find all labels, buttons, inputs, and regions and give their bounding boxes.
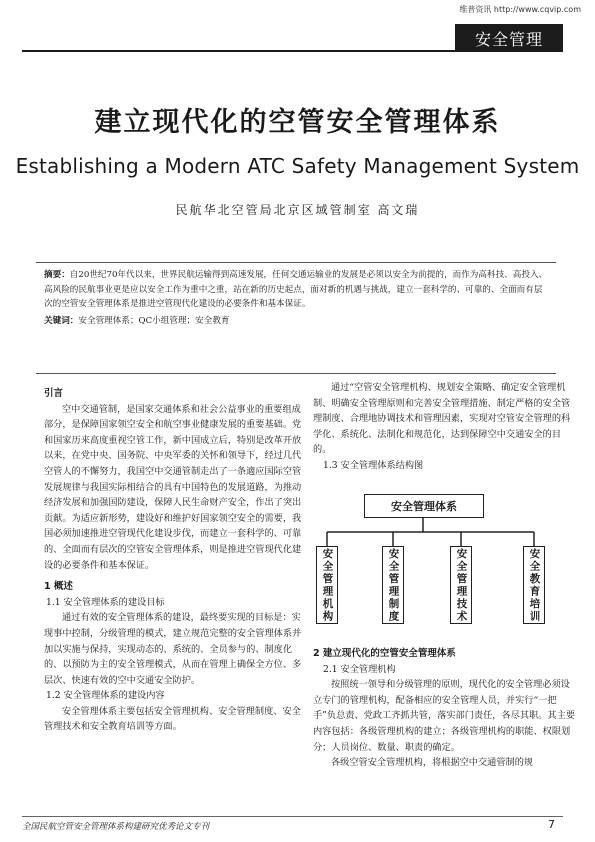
footer-rule bbox=[22, 816, 563, 817]
right-column-bottom bbox=[313, 646, 575, 771]
article-title-cn: 建立现代化的空管安全管理体系 bbox=[94, 107, 501, 138]
section-1-2-heading: 1.2 安全管理体系的建设内容 bbox=[46, 690, 165, 702]
right-intro-paragraph: 通过“空管安全管理机构、规划安全策略、确定安全管理机制、明确安全管理原则和完善安全管理措施、制定严格的安全管理制度、合理地协调技术和管理因素，实现对空管安全管理的科学化、系统化、法制化和规范化，达到保障空中交通安全的目的。 bbox=[313, 382, 571, 456]
section-1-1-paragraph: 通过有效的安全管理体系的建设，最终要实现的目标是：实现事中控制，分级管理的模式，建立规范完整的安全管理体系并加以实施与保持，实现动态的、系统的、全员参与的、制度化的、以预防为主的安全管理模式，从而在管理上确保全方位、多层次、快速有效的空中交通安全防护。 bbox=[44, 612, 302, 686]
section-1-3-heading: 1.3 安全管理体系结构图 bbox=[323, 459, 424, 471]
section-1-heading: 1 概述 bbox=[44, 581, 73, 593]
keywords-text: 安全管理体系；QC小组管理；安全教育 bbox=[78, 315, 230, 326]
left-column bbox=[44, 386, 302, 735]
source-watermark: 维普资讯 http://www.cqvip.com bbox=[459, 5, 581, 14]
header-rule bbox=[22, 50, 563, 52]
keywords-label: 关键词： bbox=[44, 315, 79, 326]
section-2-1-paragraph-b: 各级空管安全管理机构，将根据空中交通管制的规 bbox=[331, 757, 534, 769]
section-2-1-heading: 2.1 安全管理机构 bbox=[323, 663, 396, 675]
abstract-label: 摘要： bbox=[44, 270, 70, 280]
structure-diagram bbox=[306, 488, 578, 638]
diagram-node-training: 安全教育培训 bbox=[523, 546, 545, 624]
author-line: 民航华北空管局北京区域管制室 高文瑞 bbox=[175, 203, 420, 217]
right-column-top bbox=[313, 380, 575, 474]
section-tag: 安全管理 bbox=[455, 24, 563, 52]
footer-text: 全国民航空管安全管理体系构建研究优秀论文专刊 bbox=[22, 822, 210, 832]
diagram-root-node: 安全管理体系 bbox=[364, 494, 484, 518]
keywords-line bbox=[44, 314, 548, 329]
article-title-en: Establishing a Modern ATC Safety Management System bbox=[15, 154, 580, 178]
section-2-1-paragraph-a: 按照统一领导和分级管理的原则，现代化的安全管理必须设立专门的管理机构，配备相应的安全管理人员，并实行“一把手”负总责、党政工齐抓共管，落实部门责任，各尽其职。其主要内容包括：各级管理机构的建立；各级管理机构的职能、权限划分；人员岗位、数量、职责的确定。 bbox=[313, 679, 575, 753]
intro-heading: 引言 bbox=[44, 388, 64, 399]
section-1-2-paragraph: 安全管理体系主要包括安全管理机构、安全管理制度、安全管理技术和安全教育培训等方面。 bbox=[44, 705, 301, 733]
diagram-node-regulations: 安全管理制度 bbox=[382, 546, 404, 624]
diagram-node-organization: 安全管理机构 bbox=[316, 546, 338, 624]
intro-paragraph: 空中交通管制，是国家交通体系和社会公益事业的重要组成部分，是保障国家领空安全和航空事业健康发展的重要基础。党和国家历来高度重视空管工作，新中国成立后，特别是改革开放以来，在党中央、国务院、中央军委的关怀和领导下，经过几代空管人的不懈努力，我国空中交通管制走出了一条適应国际空管发展规律与我国实际相结合的具有中国特色的发展道路，为推动经济发展和加强国防建设，保障人民生命财产安全，作出了突出贡献。为适应新形势，建设好和维护好国家领空安全的需要，我国必须加速推进空管现代化建设步伐，而建立一套科学的、可靠的、全面而有层次的空管安全管理体系，则是推进空管现代化建设的必要条件和基本保证。 bbox=[44, 403, 302, 571]
section-1-1-heading: 1.1 安全管理体系的建设目标 bbox=[46, 596, 165, 608]
abstract-text: 自20世纪70年代以来，世界民航运输得到高速发展，任何交通运输业的发展是必须以安全为前提的，而作为高科技、高投入、高风险的民航事业更是应以安全工作为重中之重，站在新的历史起点，面对新的机遇与挑战，建立一套科学的、可靠的、全面而有层次的空管安全管理体系是推进空管现代化建设的必要条件和基本保证。 bbox=[44, 270, 548, 309]
page-number: 7 bbox=[548, 818, 555, 831]
section-2-heading: 2 建立现代化的空管安全管理体系 bbox=[313, 648, 456, 659]
abstract-paragraph bbox=[44, 268, 548, 312]
diagram-node-technology: 安全管理技术 bbox=[450, 546, 472, 624]
abstract-box bbox=[36, 262, 556, 374]
